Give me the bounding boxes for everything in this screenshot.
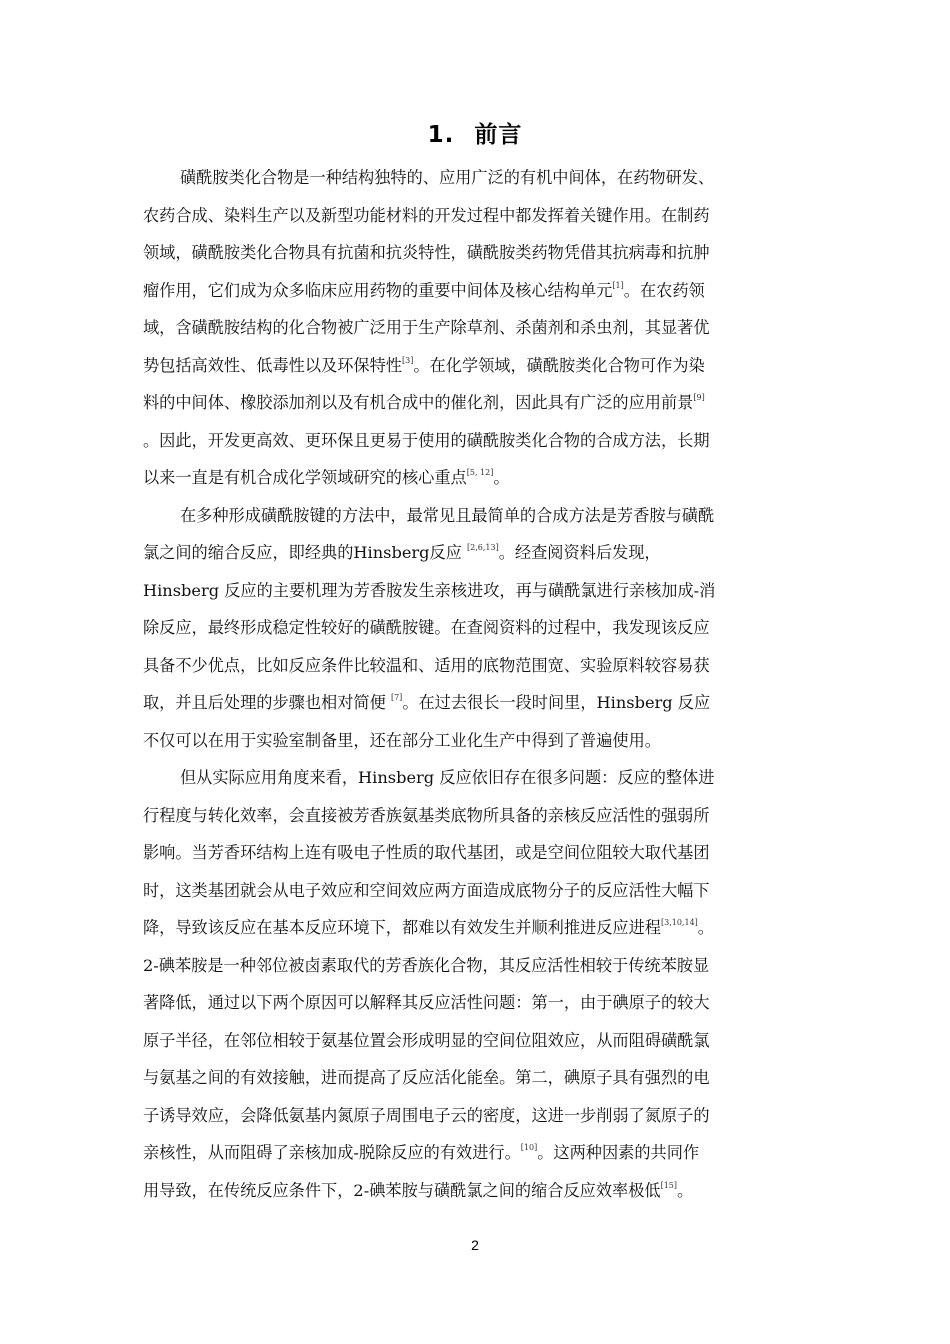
line-text-tail: 。经查阅资料后发现，: [498, 543, 661, 562]
text-line: [143, 351, 815, 389]
line-text: 势包括高效性、低毒性以及环保特性: [143, 355, 402, 375]
text-line: [143, 1138, 815, 1176]
line-text: 著降低，通过以下两个原因可以解释其反应活性问题：第一，由于碘原子的较大: [143, 993, 710, 1012]
line-text: 具备不少优点，比如反应条件比较温和、适用的底物范围宽、实验原料较容易获: [143, 655, 710, 675]
text-line: [143, 426, 815, 464]
text-line: [143, 313, 815, 351]
text-line: [143, 613, 815, 651]
line-text: 氯之间的缩合反应，即经典的Hinsberg反应: [143, 543, 468, 562]
line-text: 料的中间体、橡胶添加剂以及有机合成中的催化剂，因此具有广泛的应用前景: [143, 393, 694, 412]
text-line: [143, 388, 815, 426]
text-line: [143, 201, 815, 239]
citation-ref: [5, 12]: [466, 468, 494, 477]
text-line: [143, 876, 815, 914]
line-text-tail: 。在化学领域，磺酰胺类化合物可作为染: [413, 355, 705, 375]
citation-ref: [3,10,14]: [661, 918, 698, 927]
line-text: 瘤作用，它们成为众多临床应用药物的重要中间体及核心结构单元: [143, 280, 613, 300]
line-text: 子诱导效应，会降低氨基内氮原子周围电子云的密度，这进一步削弱了氮原子的: [143, 1105, 710, 1125]
text-line: [143, 1176, 815, 1214]
line-text-tail: 。: [493, 468, 510, 487]
text-line: [143, 238, 815, 276]
page-number: 2: [471, 1237, 479, 1253]
line-text: 亲核性，从而阻碍了亲核加成-脱除反应的有效进行。: [143, 1143, 521, 1162]
text-line: [143, 1026, 815, 1064]
line-text-tail: 。这两种因素的共同作: [537, 1143, 700, 1162]
line-text: 领域，磺酰胺类化合物具有抗菌和抗炎特性，磺酰胺类药物凭借其抗病毒和抗肿: [143, 243, 710, 262]
line-text: 以来一直是有机合成化学领域研究的核心重点: [143, 468, 467, 487]
citation-ref: [1]: [612, 280, 624, 290]
text-line: [143, 913, 815, 951]
text-line: [143, 276, 815, 314]
citation-ref: [3]: [402, 355, 414, 365]
line-text-tail: 。: [677, 1180, 694, 1200]
text-line: [143, 763, 815, 801]
text-line: [143, 501, 815, 539]
citation-ref: [7]: [390, 693, 403, 702]
text-line: [143, 538, 815, 576]
line-text: 磺酰胺类化合物是一种结构独特的、应用广泛的有机中间体，在药物研发、: [180, 168, 715, 187]
line-text: 降，导致该反应在基本反应环境下，都难以有效发生并顺利推进反应进程: [143, 918, 661, 937]
body-text: [143, 163, 815, 1213]
text-line: [143, 1101, 815, 1139]
line-text: 2-碘苯胺是一种邻位被卤素取代的芳香族化合物，其反应活性相较于传统苯胺显: [143, 955, 710, 975]
line-text: 用导致，在传统反应条件下，2-碘苯胺与磺酰氯之间的缩合反应效率极低: [143, 1180, 661, 1200]
text-line: [143, 163, 815, 201]
line-text: Hinsberg 反应的主要机理为芳香胺发生亲核进攻，再与磺酰氯进行亲核加成-消: [143, 580, 716, 600]
line-text: 时，这类基团就会从电子效应和空间效应两方面造成底物分子的反应活性大幅下: [143, 880, 710, 900]
text-line: [143, 576, 815, 614]
text-line: [143, 838, 815, 876]
text-line: [143, 651, 815, 689]
text-line: [143, 726, 815, 764]
line-text: 在多种形成磺酰胺键的方法中，最常见且最简单的合成方法是芳香胺与磺酰: [180, 505, 715, 525]
line-text: 影响。当芳香环结构上连有吸电子性质的取代基团，或是空间位阻较大取代基团: [143, 843, 710, 862]
line-text: 。因此，开发更高效、更环保且更易于使用的磺酰胺类化合物的合成方法，长期: [143, 430, 710, 450]
line-text-tail: 。: [697, 918, 714, 937]
citation-ref: [2,6,13]: [467, 543, 499, 552]
text-line: [143, 988, 815, 1026]
line-text: 但从实际应用角度来看，Hinsberg 反应依旧存在很多问题：反应的整体进: [180, 768, 715, 787]
citation-ref: [15]: [660, 1180, 678, 1190]
text-line: [143, 688, 815, 726]
line-text-tail: 。在过去很长一段时间里，Hinsberg 反应: [402, 693, 711, 712]
section-title: 前言: [474, 122, 523, 148]
text-line: [143, 951, 815, 989]
citation-ref: [9]: [693, 393, 705, 402]
line-text: 除反应，最终形成稳定性较好的磺酰胺键。在查阅资料的过程中，我发现该反应: [143, 618, 710, 637]
line-text: 域，含磺酰胺结构的化合物被广泛用于生产除草剂、杀菌剂和杀虫剂，其显著优: [143, 318, 710, 337]
line-text: 行程度与转化效率，会直接被芳香族氨基类底物所具备的亲核反应活性的强弱所: [143, 805, 710, 825]
text-line: [143, 1063, 815, 1101]
line-text: 与氨基之间的有效接触，进而提高了反应活化能垒。第二，碘原子具有强烈的电: [143, 1068, 710, 1087]
citation-ref: [10]: [520, 1143, 538, 1152]
line-text: 原子半径，在邻位相较于氨基位置会形成明显的空间位阻效应，从而阻碍磺酰氯: [143, 1030, 710, 1050]
text-line: [143, 801, 815, 839]
line-text: 不仅可以在用于实验室制备里，还在部分工业化生产中得到了普遍使用。: [143, 730, 661, 750]
line-text: 取，并且后处理的步骤也相对简便: [143, 693, 391, 712]
text-line: [143, 463, 815, 501]
section-heading: [0, 116, 950, 149]
section-number: 1.: [427, 122, 455, 148]
line-text: 农药合成、染料生产以及新型功能材料的开发过程中都发挥着关键作用。在制药: [143, 205, 710, 225]
line-text-tail: 。在农药领: [623, 280, 705, 300]
